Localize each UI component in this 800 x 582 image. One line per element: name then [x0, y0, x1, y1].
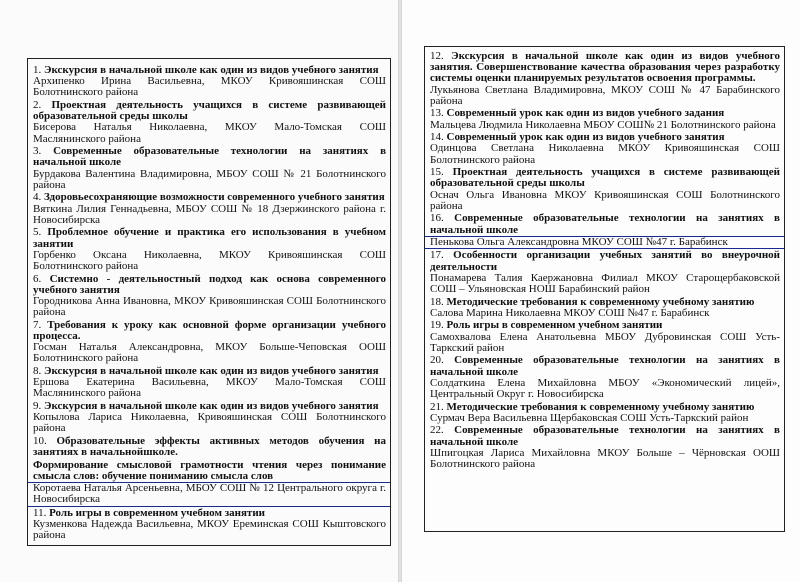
entry-title [430, 425, 780, 447]
entry-number: 6. [33, 272, 42, 285]
list-entry [33, 100, 386, 145]
right-entries [430, 51, 780, 472]
entry-title-text: Проектная деятельность учащихся в системе развивающей образовательной среды школы [430, 166, 781, 190]
list-entry [33, 146, 386, 191]
entry-title-text: Экскурсия в начальной школе как один из видов учебного занятия. Совершенствование качества образования через разработку системы оценки планируемых результатов освоения программы. [430, 50, 780, 85]
entry-author: Вяткина Лилия Геннадьевна, МБОУ СОШ № 18 Дзержинского района г. Новосибирска [33, 202, 386, 226]
entry-title [33, 146, 386, 168]
entry-title-text: Методические требования к современному учебному занятию [446, 400, 755, 413]
entry-title-text: Экскурсия в начальной школе как один из видов учебного занятия [44, 64, 379, 76]
entry-title [33, 192, 386, 203]
entry-number: 20. [430, 354, 444, 367]
entry-title-text: Требования к уроку как основной форме организации учебного процесса. [33, 318, 386, 343]
list-entry [33, 460, 386, 507]
entry-title [430, 167, 780, 189]
entry-title [430, 108, 780, 119]
list-entry [33, 508, 386, 542]
entry-author: Салова Марина Николаевна МКОУ СОШ №47 г. Барабинск [430, 306, 710, 319]
entry-author: Одинцова Светлана Николаевна МКОУ Кривояшинская СОШ Болотнинского района [430, 142, 780, 166]
entry-author: Горбенко Оксана Николаевна, МКОУ Кривояшинская СОШ Болотнинского района [33, 248, 386, 273]
entry-title [430, 213, 780, 235]
list-entry [430, 320, 780, 354]
entry-author: Самохвалова Елена Анатольевна МБОУ Дубровинская СОШ Усть-Таркский район [430, 330, 780, 354]
entry-title-text: Методические требования к современному учебному занятию [446, 295, 755, 308]
entry-number: 2. [33, 99, 42, 111]
entry-number: 7. [33, 318, 42, 331]
entry-title-text: Современный урок как один из видов учебного задания [446, 107, 725, 120]
entry-number: 1. [33, 64, 42, 76]
entry-number: 15. [430, 166, 444, 179]
list-entry [33, 192, 386, 226]
right-page [402, 0, 800, 582]
list-entry [430, 108, 780, 130]
list-entry [33, 436, 386, 458]
entry-number: 10. [33, 435, 47, 448]
list-entry [430, 132, 780, 166]
entry-number: 5. [33, 226, 42, 239]
entry-title-text: Системно - деятельностный подход как основа современного учебного занятия [33, 272, 387, 296]
entry-author: Солдаткина Елена Михайловна МБОУ «Экономический лицей», Центральный Округ г. Новосибирска [430, 376, 780, 401]
entry-title [33, 460, 386, 482]
entry-title-text: Современные образовательные технологии на занятиях в начальной школе [430, 424, 780, 448]
entry-title [33, 436, 386, 458]
list-entry [430, 167, 780, 212]
list-entry [33, 401, 386, 435]
entry-author: Кузменкова Надежда Васильевна, МКОУ Ереминская СОШ Кыштовского района [33, 518, 386, 542]
left-list-box [27, 58, 391, 546]
entry-author: Сурмач Вера Васильевна Щербаковская СОШ Усть-Таркский район [430, 411, 749, 424]
entry-author: Госман Наталья Александровна, МКОУ Больше-Чеповская ООШ Болотнинского района [33, 341, 386, 365]
list-entry [430, 402, 780, 424]
entry-title [430, 250, 780, 272]
entry-author: Бисерова Наталья Николаевна, МКОУ Мало-Томская СОШ Маслянинского района [33, 121, 386, 145]
list-entry [430, 297, 780, 319]
entry-number: 18. [430, 295, 444, 308]
entry-title-text: Формирование смысловой грамотности чтения через понимание смысла слов: обучение пониманию смысла слов [33, 458, 386, 483]
entry-title-text: Экскурсия в начальной школе как один из видов учебного занятия [44, 365, 379, 378]
entry-author: Оснач Ольга Ивановна МКОУ Кривояшинская СОШ Болотнинского района [430, 188, 780, 212]
list-entry [33, 227, 386, 272]
entry-title [430, 51, 780, 85]
entry-number: 4. [33, 191, 42, 204]
entry-title [430, 320, 780, 331]
entry-number: 19. [430, 319, 444, 332]
list-entry [430, 355, 780, 400]
list-entry [430, 51, 780, 107]
entry-author: Мальцева Людмила Николаевна МБОУ СОШ№ 21 Болотнинского района [430, 118, 776, 131]
entry-title-text: Экскурсия в начальной школе как один из видов учебного занятия [44, 400, 379, 413]
entry-title [430, 355, 780, 377]
entry-title-text: Особенности организации учебных занятий во внеурочной деятельности [430, 249, 781, 273]
entry-number: 16. [430, 212, 444, 225]
entry-title-text: Современные образовательные технологии на занятиях в начальной школе [430, 212, 780, 236]
entry-number: 3. [33, 145, 42, 158]
entry-author: Копылова Лариса Николаевна, Кривояшинская СОШ Болотнинского района [33, 411, 386, 435]
list-entry [33, 320, 386, 365]
entry-author: Ершова Екатерина Васильевна, МКОУ Мало-Томская СОШ Маслянинского района [33, 376, 386, 400]
right-list-box [424, 46, 785, 532]
entry-author: Лукьянова Светлана Владимировна, МКОУ СОШ № 47 Барабинского района [430, 83, 780, 107]
entry-title [33, 320, 386, 342]
entry-number: 14. [430, 131, 444, 144]
list-entry [33, 65, 386, 99]
entry-title-text: Здоровьесохраняющие возможности современного учебного занятия [44, 191, 385, 204]
entry-title-text: Современные образовательные технологии на занятиях в начальной школе [430, 354, 780, 378]
entry-title [33, 274, 386, 296]
entry-title-text: Проблемное обучение и практика его использования в учебном занятии [33, 226, 386, 250]
list-entry [33, 274, 386, 319]
entry-number: 17. [430, 249, 444, 262]
entry-number: 11. [33, 507, 47, 520]
entry-number: 22. [430, 424, 444, 437]
entry-number: 13. [430, 107, 444, 120]
left-entries [33, 65, 386, 543]
entry-title-text: Образовательные эффекты активных методов обучения на занятиях в начальнойшколе. [33, 435, 386, 459]
entry-author: Городникова Анна Ивановна, МКОУ Кривояшинская СОШ Болотнинского района [33, 295, 386, 319]
entry-author: Понамарева Талия Каержановна Филиал МКОУ Старощербаковской СОШ – Ульяновская НОШ Барабинский район [430, 271, 780, 296]
entry-title-text: Роль игры в современном учебном занятии [49, 507, 265, 520]
entry-author: Бурдакова Валентина Владимировна, МБОУ СОШ № 21 Болотнинского района [33, 167, 386, 191]
entry-number: 21. [430, 400, 444, 413]
entry-number: 12. [430, 50, 444, 62]
entry-number: 8. [33, 365, 42, 378]
list-entry [430, 425, 780, 470]
list-entry [430, 213, 780, 249]
entry-author: Пенькова Ольга Александровна МКОУ СОШ №47 г. Барабинск [425, 236, 784, 249]
entry-title-text: Современный урок как один из видов учебного занятия [446, 131, 725, 144]
entry-title [33, 100, 386, 122]
entry-number: 9. [33, 400, 42, 413]
entry-title-text: Роль игры в современном учебном занятии [446, 319, 663, 332]
list-entry [33, 366, 386, 400]
list-entry [430, 250, 780, 295]
entry-title-text: Современные образовательные технологии на занятиях в начальной школе [33, 145, 387, 169]
left-page [0, 0, 398, 582]
entry-author: Шпигоцкая Лариса Михайловна МКОУ Больше – Чёрновская ООШ Болотнинского района [430, 446, 780, 471]
entry-title [33, 227, 386, 249]
entry-author: Архипенко Ирина Васильевна, МКОУ Кривояшинская СОШ Болотнинского района [33, 75, 386, 99]
entry-author: Коротаева Наталья Арсеньевна, МБОУ СОШ № 12 Центрального округа г. Новосибирска [28, 482, 390, 506]
entry-title-text: Проектная деятельность учащихся в системе развивающей образовательной среды школы [33, 99, 387, 123]
